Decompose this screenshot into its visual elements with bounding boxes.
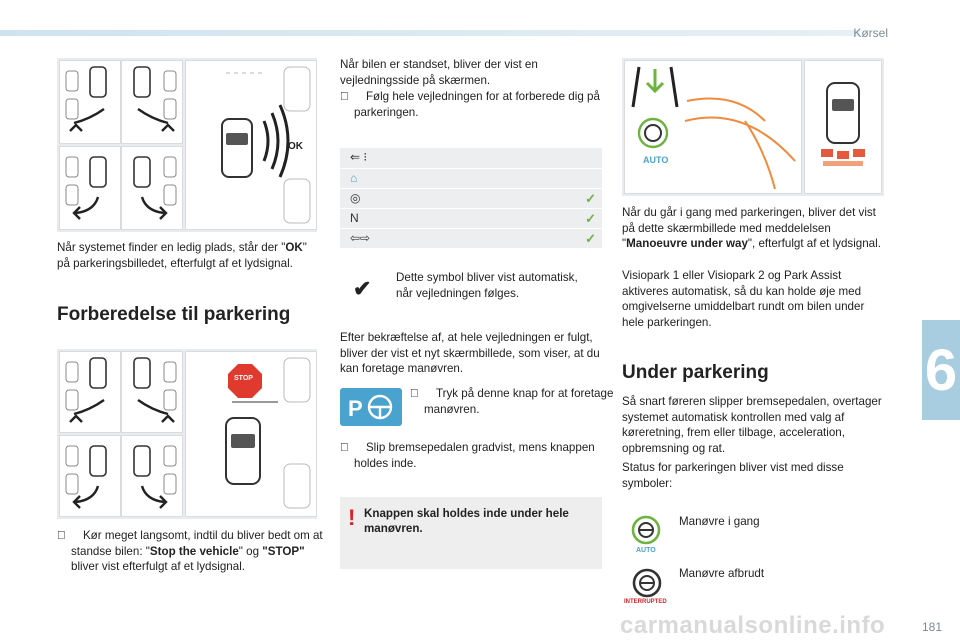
- illustration-ok-parking: [57, 58, 317, 232]
- status-interrupted-label: Manøvre afbrudt: [679, 567, 765, 580]
- diagram-cell: [59, 60, 121, 144]
- indicator-arrows-icon: ⇦⇨: [350, 231, 371, 245]
- svg-text:P: P: [348, 396, 363, 421]
- diagram-cell-large: [185, 351, 317, 517]
- list-row: [340, 188, 602, 209]
- bullet-drive-slowly: Kør meget langsomt, indtil du bliver bedt om at standse bilen: "Stop the vehicle" og "STOP" bliver vist efterfulgt af et lydsignal.: [71, 529, 323, 573]
- park-button[interactable]: [340, 388, 402, 426]
- heading-preparation: Forberedelse til parkering: [57, 304, 291, 325]
- guidance-list-panel: [340, 148, 602, 248]
- stop-label: STOP: [234, 375, 253, 382]
- paragraph-ok: Når systemet finder en ledig plads, står der "OK" på parkeringsbilledet, efterfulgt af et lydsignal.: [57, 241, 307, 270]
- status-interrupted: [622, 566, 672, 610]
- paragraph-symbol: Dette symbol bliver vist automatisk, når vejledningen følges.: [396, 271, 578, 300]
- auto-label: AUTO: [643, 155, 669, 165]
- car-forward-right-icon: [122, 61, 182, 143]
- brake-icon: ◎: [350, 191, 361, 205]
- rear-camera-view-icon: [625, 61, 801, 193]
- diagram-cell: [121, 60, 183, 144]
- car-top-view: [804, 60, 882, 194]
- illustration-stop: [57, 349, 317, 519]
- car-forward-left-icon: [60, 352, 120, 432]
- car-reverse-left-icon: [60, 147, 120, 229]
- diagram-cell: [121, 435, 183, 517]
- car-reverse-left-icon: [60, 436, 120, 516]
- warning-text: Knappen skal holdes inde under hele manøvren.: [364, 507, 569, 535]
- header-bar: [0, 30, 860, 36]
- list-row: [340, 228, 602, 249]
- diagram-cell: [59, 435, 121, 517]
- paragraph-visiopark: Visiopark 1 eller Visiopark 2 og Park Assist aktiveres automatisk, så du kan holde øje med omgivelserne umiddelbart rundt om bilen under hele parkeringen.: [622, 269, 865, 329]
- watermark: carmanualsonline.info: [620, 612, 886, 639]
- parking-steering-icon: [340, 388, 402, 426]
- heading-during-parking: Under parkering: [622, 362, 769, 383]
- car-reverse-right-icon: [122, 147, 182, 229]
- warning-icon: !: [348, 505, 356, 530]
- status-auto: [624, 512, 668, 556]
- diagram-cell-large: [185, 60, 317, 230]
- back-arrow-icon[interactable]: ⇐ ⁝: [350, 150, 368, 164]
- check-icon: ✓: [585, 231, 596, 246]
- camera-view: [624, 60, 802, 194]
- status-interrupted-badge: INTERRUPTED: [624, 599, 667, 605]
- bullet-release-brake: Slip bremsepedalen gradvist, mens knappen holdes inde.: [354, 441, 595, 470]
- bullet-follow-guidance: Følg hele vejledningen for at forberede dig på parkeringen.: [354, 90, 600, 119]
- status-auto-label: Manøvre i gang: [679, 515, 760, 528]
- car-sensor-view-icon: [805, 61, 881, 193]
- section-title: Kørsel: [853, 26, 888, 40]
- list-row: [340, 208, 602, 229]
- sensor-icon: ⌂: [350, 171, 358, 185]
- paragraph-brake-release: Så snart føreren slipper bremsepedalen, overtager systemet automatisk kontrollen med valg af køreretning, frem eller tilbage, acceleration, opbremsning og rat.: [622, 395, 882, 455]
- chapter-tab: 6: [922, 320, 960, 420]
- page-number: 181: [921, 620, 942, 634]
- diagram-cell: [121, 146, 183, 230]
- car-reverse-right-icon: [122, 436, 182, 516]
- illustration-manoeuvre: [622, 58, 884, 196]
- paragraph-confirmation: Efter bekræftelse af, at hele vejledningen er fulgt, bliver der vist et nyt skærmbillede, som viser, at du kan foretage manøvren.: [340, 331, 600, 375]
- diagram-cell: [59, 351, 121, 433]
- ok-label: OK: [288, 141, 303, 152]
- bullet-press-button: Tryk på denne knap for at foretage manøvren.: [424, 387, 614, 416]
- warning-box: [340, 497, 602, 569]
- paragraph-manoeuvre: Når du går i gang med parkeringen, bliver det vist på dette skærmbillede med meddelelsen "Manoeuvre under way", efterfulgt af et lydsignal.: [622, 206, 881, 250]
- diagram-cell: [121, 351, 183, 433]
- check-icon: ✓: [585, 211, 596, 226]
- diagram-cell: [59, 146, 121, 230]
- checkmark-symbol-icon: ✔: [353, 276, 372, 301]
- paragraph-guidance: Når bilen er standset, bliver der vist en vejledningsside på skærmen.: [340, 58, 538, 87]
- gear-label: N: [350, 211, 359, 225]
- list-row-header: [340, 148, 602, 168]
- car-forward-right-icon: [122, 352, 182, 432]
- paragraph-status: Status for parkeringen bliver vist med disse symboler:: [622, 461, 844, 490]
- status-auto-badge: AUTO: [636, 547, 656, 554]
- list-row: [340, 168, 602, 189]
- car-forward-left-icon: [60, 61, 120, 143]
- check-icon: ✓: [585, 191, 596, 206]
